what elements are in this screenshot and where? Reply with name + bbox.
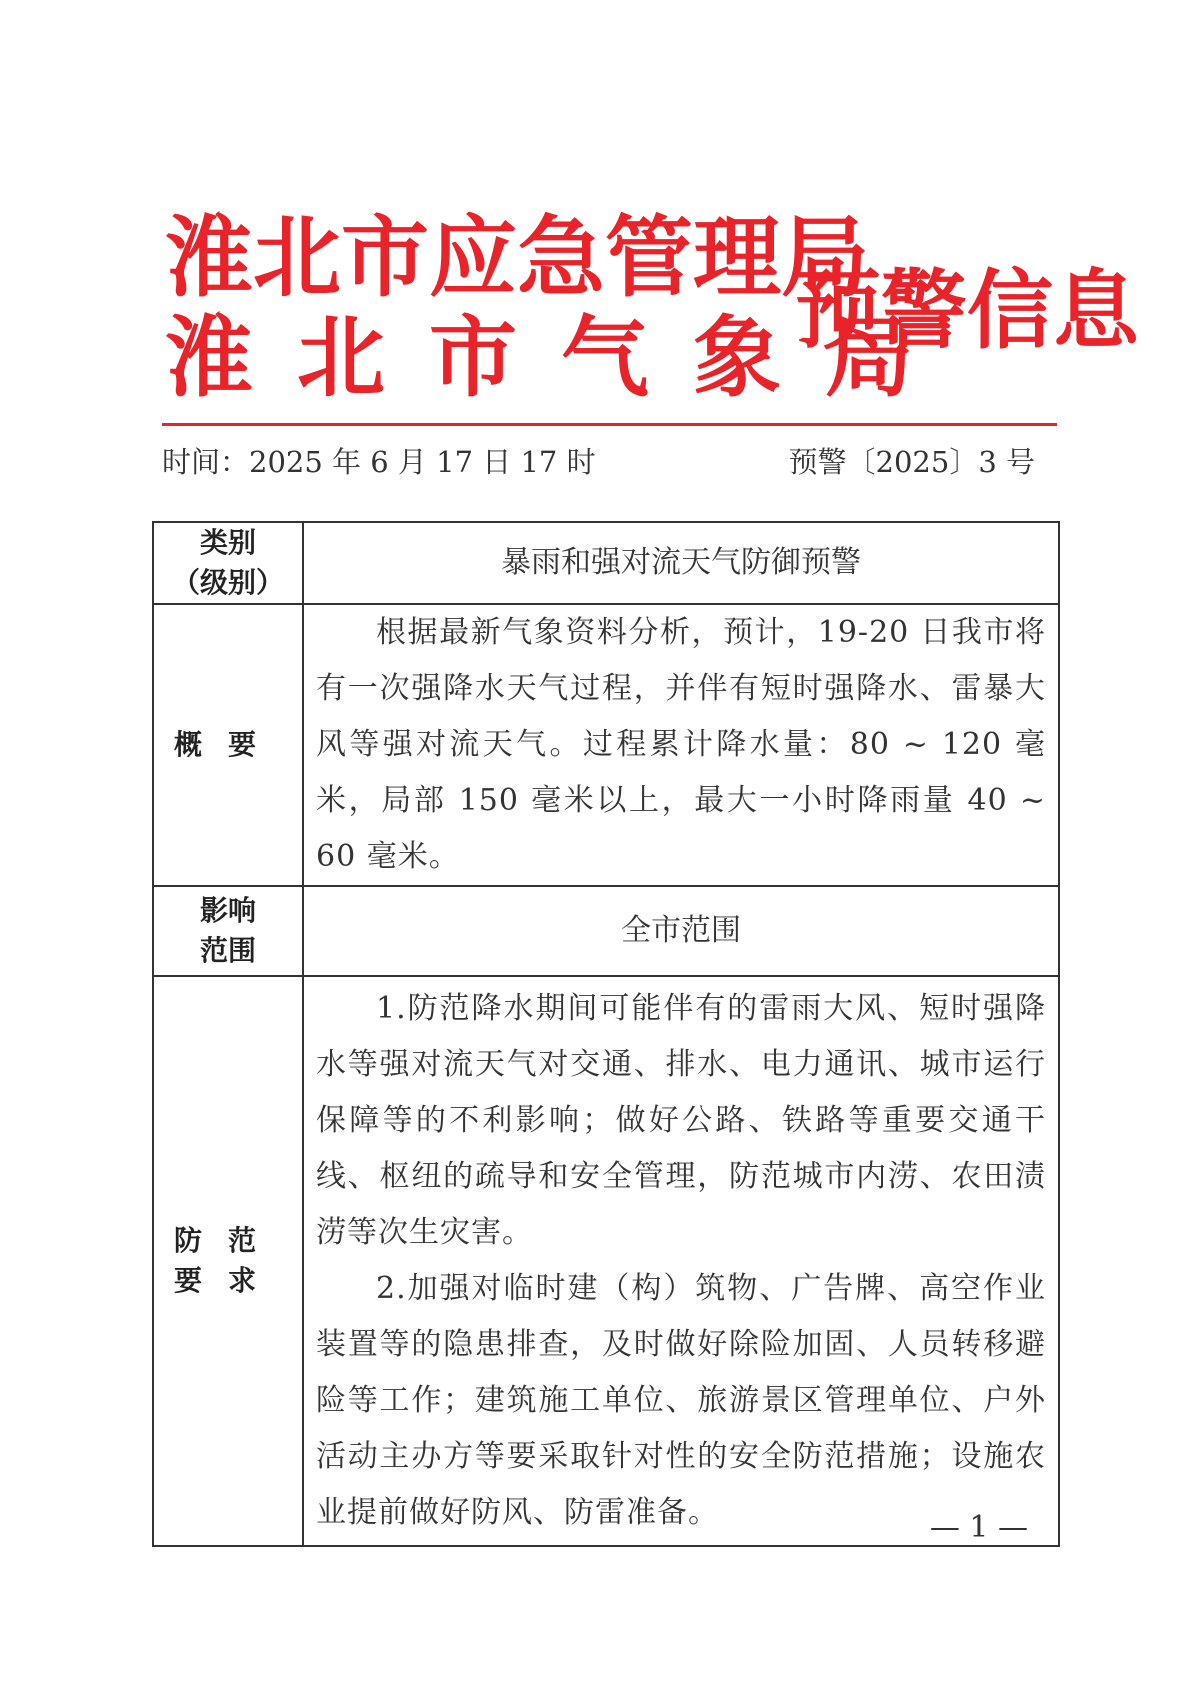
agency-name-emergency: 淮北市应急管理局: [165, 206, 870, 309]
scope-label: [153, 886, 303, 976]
requirements-label-line-1: 防范: [173, 1224, 282, 1257]
requirements-label-line-2: 要求: [173, 1264, 282, 1297]
category-label: [153, 522, 303, 604]
table-row-scope: [153, 886, 1059, 976]
scope-value: 全市范围: [303, 886, 1059, 976]
category-label-line-1: 类别: [199, 526, 256, 559]
document-header: [165, 205, 1139, 415]
page-number: — 1 —: [929, 1510, 1028, 1545]
requirements-cell: [303, 976, 1059, 1546]
document-type-title: 预警信息: [795, 261, 1139, 361]
document-number: 预警〔2025〕3 号: [788, 445, 1035, 479]
red-divider-line: [162, 423, 1057, 426]
summary-cell: [303, 604, 1059, 886]
category-value: 暴雨和强对流天气防御预警: [303, 522, 1059, 604]
summary-label: 概要: [153, 604, 303, 886]
table-row-category: [153, 522, 1059, 604]
category-label-line-2: （级别）: [171, 566, 284, 599]
document-meta: [162, 440, 1057, 484]
issue-time: 时间：2025 年 6 月 17 日 17 时: [162, 445, 596, 479]
table-row-summary: [153, 604, 1059, 886]
requirements-label: [153, 976, 303, 1546]
warning-table: [152, 521, 1060, 1547]
summary-text: 根据最新气象资料分析，预计，19-20 日我市将有一次强降水天气过程，并伴有短时强降水、雷暴大风等强对流天气。过程累计降水量：80 ~ 120 毫米，局部 150 毫米以上，最大一小时降雨量 40 ~ 60 毫米。: [316, 615, 1046, 874]
scope-label-line-2: 范围: [199, 934, 256, 967]
requirement-item-2: 2.加强对临时建（构）筑物、广告牌、高空作业装置等的隐患排查，及时做好除险加固、人员转移避险等工作；建筑施工单位、旅游景区管理单位、户外活动主办方等要采取针对性的安全防范措施；设施农业提前做好防风、防雷准备。: [316, 1271, 1046, 1530]
requirement-item-1: 1.防范降水期间可能伴有的雷雨大风、短时强降水等强对流天气对交通、排水、电力通讯、城市运行保障等的不利影响；做好公路、铁路等重要交通干线、枢纽的疏导和安全管理，防范城市内涝、农田渍涝等次生灾害。: [316, 991, 1046, 1250]
table-row-requirements: [153, 976, 1059, 1546]
agency-name-meteorology: 淮北市气象局: [165, 306, 958, 409]
scope-label-line-1: 影响: [199, 894, 256, 927]
